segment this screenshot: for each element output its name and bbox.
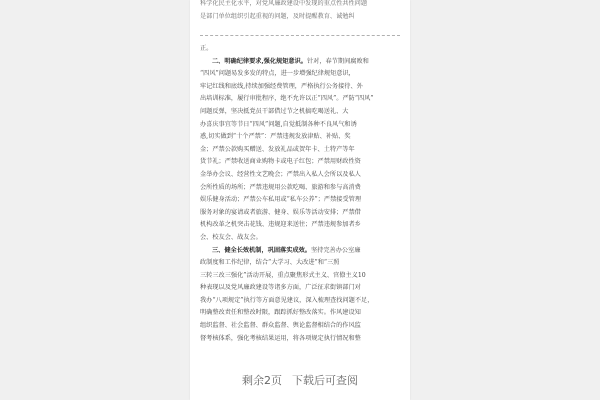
text-line: 金举办会议、经营性文艺晚会；严禁出入私人会所以及私人	[200, 170, 361, 178]
section-heading: 三、健全长效机制，巩固落实成效。	[212, 246, 311, 254]
text-line: 是部门单位组织引起重视的问题，及时提醒教育、诚勉纠	[200, 12, 355, 20]
page-top-fragment	[200, 0, 400, 23]
text-line: “四风”问题易发多发的特点，进一步增强纪律规矩意识，	[200, 70, 355, 78]
text-line: 出培训标准，履行审批程序，绝不允许以正“四风”。严防“四风”	[200, 95, 374, 103]
text-line: 种表现以及党风廉政建设等诸多方面，广泛征求街镇部门对	[200, 284, 361, 292]
text-line: 我办“八项规定”执行等方面意见建议，深入梳理查找问题不足，	[200, 296, 374, 304]
text-line: 服务对象的宴请或者旅游、健身、娱乐等活动安排；严禁借	[200, 208, 361, 216]
section-heading-line	[200, 56, 400, 69]
text-line: 政制度和工作纪律，结合“大学习、大改进”和“三照	[200, 259, 340, 267]
download-prompt[interactable]	[0, 372, 600, 388]
text-line: 机构改革之机突击花钱、违规迎来送往；严禁违规参加者乡	[200, 221, 361, 229]
section-heading: 二、明确纪律要求,强化规矩意识。	[212, 57, 307, 65]
remaining-pages-text: 剩余2页	[242, 374, 282, 387]
text-line: 科学化民主化水平，对党风廉政建设中发现的重点性共性问题	[200, 0, 368, 7]
section-heading-line	[200, 245, 400, 258]
text-line: 会、校友会、战友会。	[200, 233, 262, 241]
text-line: 三转三改三强化”活动开展，重点聚焦形式主义、官僚主义10	[200, 271, 366, 279]
text-line: 坚持完善办公室廉	[311, 246, 361, 254]
text-line: 牢记红线和底线,持续加强经费管理，严格执行公务接待、外	[200, 82, 363, 90]
text-line: 货节礼；严禁收送商业购物卡或电子红包；严禁用财政性资	[200, 158, 361, 166]
text-line: 组织监督、社会监督、群众监督、舆论监督相结合的作风监	[200, 322, 361, 330]
text-line: 娱乐健身活动；严禁公车私用或“私车公养”；严禁接受管理	[200, 196, 362, 204]
text-line: 惑,切实做到“十个严禁”：严禁违规发放津贴、补贴、奖	[200, 133, 351, 141]
text-line: 问题反弹，坚决抵党员干部借过节之机搞吃喝送礼、大	[200, 107, 349, 115]
text-line: 针对，春节期间腐败和	[306, 57, 369, 65]
text-line: 办喜庆事宜等节日“四风”问题,自觉抵制各种不良风气和诱	[200, 120, 357, 128]
text-line: 会所性质的场所；严禁违规用公款吃喝、旅游和参与高消费	[200, 183, 361, 191]
text-line: 明确整改责任和整改时限，跟踪抓好整改落实。作风建设知	[200, 309, 361, 317]
text-line: 金；严禁公款购买赠送、发放礼品或贺年卡、土特产等年	[200, 145, 355, 153]
text-line: 督考核体系，强化考核结果运用，将各项规定执行情况和整	[200, 334, 361, 342]
text-line: 正。	[200, 45, 213, 52]
document-body	[200, 43, 400, 345]
page-divider	[200, 35, 400, 36]
download-link[interactable]: 下载后可查阅	[292, 374, 358, 387]
